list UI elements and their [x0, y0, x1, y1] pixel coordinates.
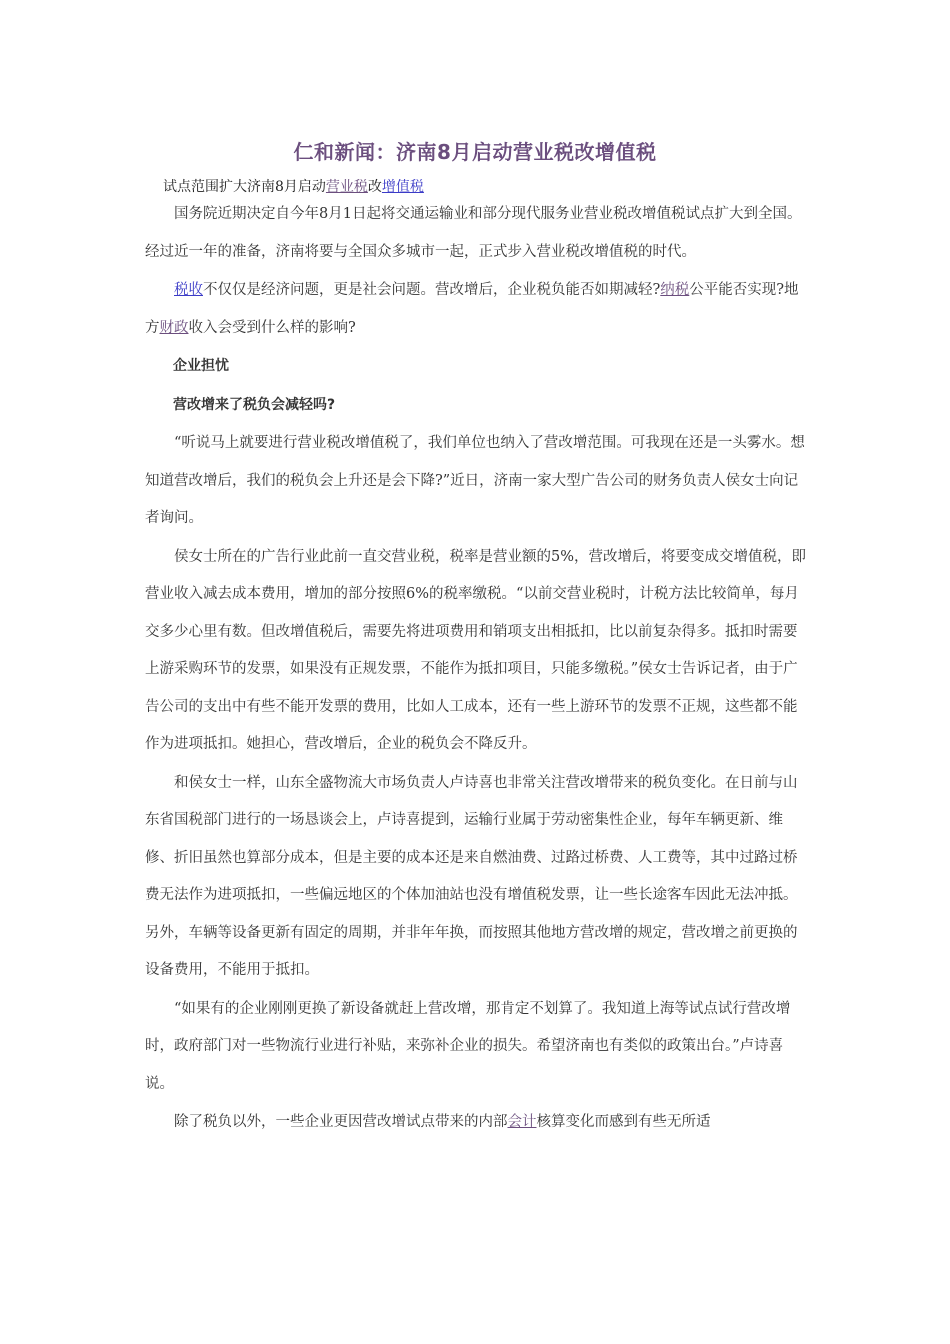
section-heading: 企业担忧	[173, 358, 229, 374]
paragraph-2-text-b: 公平能否实现?地方	[145, 282, 799, 336]
paragraph-7	[145, 1104, 807, 1142]
article-subtitle	[163, 176, 424, 196]
link-zengzhishui[interactable]: 增值税	[381, 179, 424, 195]
link-yingyeshui[interactable]: 营业税	[325, 179, 368, 195]
subtitle-text: 试点范围扩大济南8月启动	[163, 179, 326, 195]
paragraph-1: 国务院近期决定自今年8月1日起将交通运输业和部分现代服务业营业税改增值税试点扩大到全国。经过近一年的准备，济南将要与全国众多城市一起，正式步入营业税改增值税的时代。	[145, 206, 802, 260]
article-title: 仁和新闻：济南8月启动营业税改增值税	[293, 140, 657, 164]
link-shuishou[interactable]: 税收	[174, 282, 203, 298]
paragraph-2-text-c: 收入会受到什么样的影响?	[188, 319, 356, 336]
paragraph-5: 和侯女士一样，山东全盛物流大市场负责人卢诗喜也非常关注营改增带来的税负变化。在日前与山东省国税部门进行的一场恳谈会上，卢诗喜提到，运输行业属于劳动密集性企业，每年车辆更新、维修、折旧虽然也算部分成本，但是主要的成本还是来自燃油费、过路过桥费、人工费等，其中过路过桥费无法作为进项抵扣，一些偏远地区的个体加油站也没有增值税发票，让一些长途客车因此无法冲抵。另外，车辆等设备更新有固定的周期，并非年年换，而按照其他地方营改增的规定，营改增之前更换的设备费用，不能用于抵扣。	[145, 774, 798, 978]
paragraph-2-text-a: 不仅仅是经济问题，更是社会问题。营改增后，企业税负能否如期减轻?	[203, 282, 661, 298]
paragraph-3: “听说马上就要进行营业税改增值税了，我们单位也纳入了营改增范围。可我现在还是一头雾水。想知道营改增后，我们的税负会上升还是会下降?”近日，济南一家大型广告公司的财务负责人侯女士向记者询问。	[145, 435, 805, 526]
paragraph-2	[145, 272, 807, 347]
link-caizheng[interactable]: 财政	[159, 319, 189, 336]
link-nashui[interactable]: 纳税	[660, 282, 690, 298]
paragraph-6: “如果有的企业刚刚更换了新设备就赶上营改增，那肯定不划算了。我知道上海等试点试行营改增时，政府部门对一些物流行业进行补贴，来弥补企业的损失。希望济南也有类似的政策出台。”卢诗喜说。	[145, 1000, 791, 1092]
paragraph-4: 侯女士所在的广告行业此前一直交营业税，税率是营业额的5%，营改增后，将要变成交增值税，即营业收入减去成本费用，增加的部分按照6%的税率缴税。“以前交营业税时，计税方法比较简单，每月交多少心里有数。但改增值税后，需要先将进项费用和销项支出相抵扣，比以前复杂得多。抵扣时需要上游采购环节的发票，如果没有正规发票，不能作为抵扣项目，只能多缴税。”侯女士告诉记者，由于广告公司的支出中有些不能开发票的费用，比如人工成本，还有一些上游环节的发票不正规，这些都不能作为进项抵扣。她担心，营改增后，企业的税负会不降反升。	[145, 548, 806, 752]
paragraph-7-text-a: 除了税负以外，一些企业更因营改增试点带来的内部	[174, 1114, 508, 1130]
link-kuaiji[interactable]: 会计	[507, 1114, 537, 1130]
article-body	[145, 196, 807, 1142]
sub-heading: 营改增来了税负会减轻吗?	[173, 396, 336, 413]
paragraph-7-text-b: 核算变化而感到有些无所适	[536, 1114, 711, 1130]
subtitle-text-mid: 改	[367, 179, 382, 195]
